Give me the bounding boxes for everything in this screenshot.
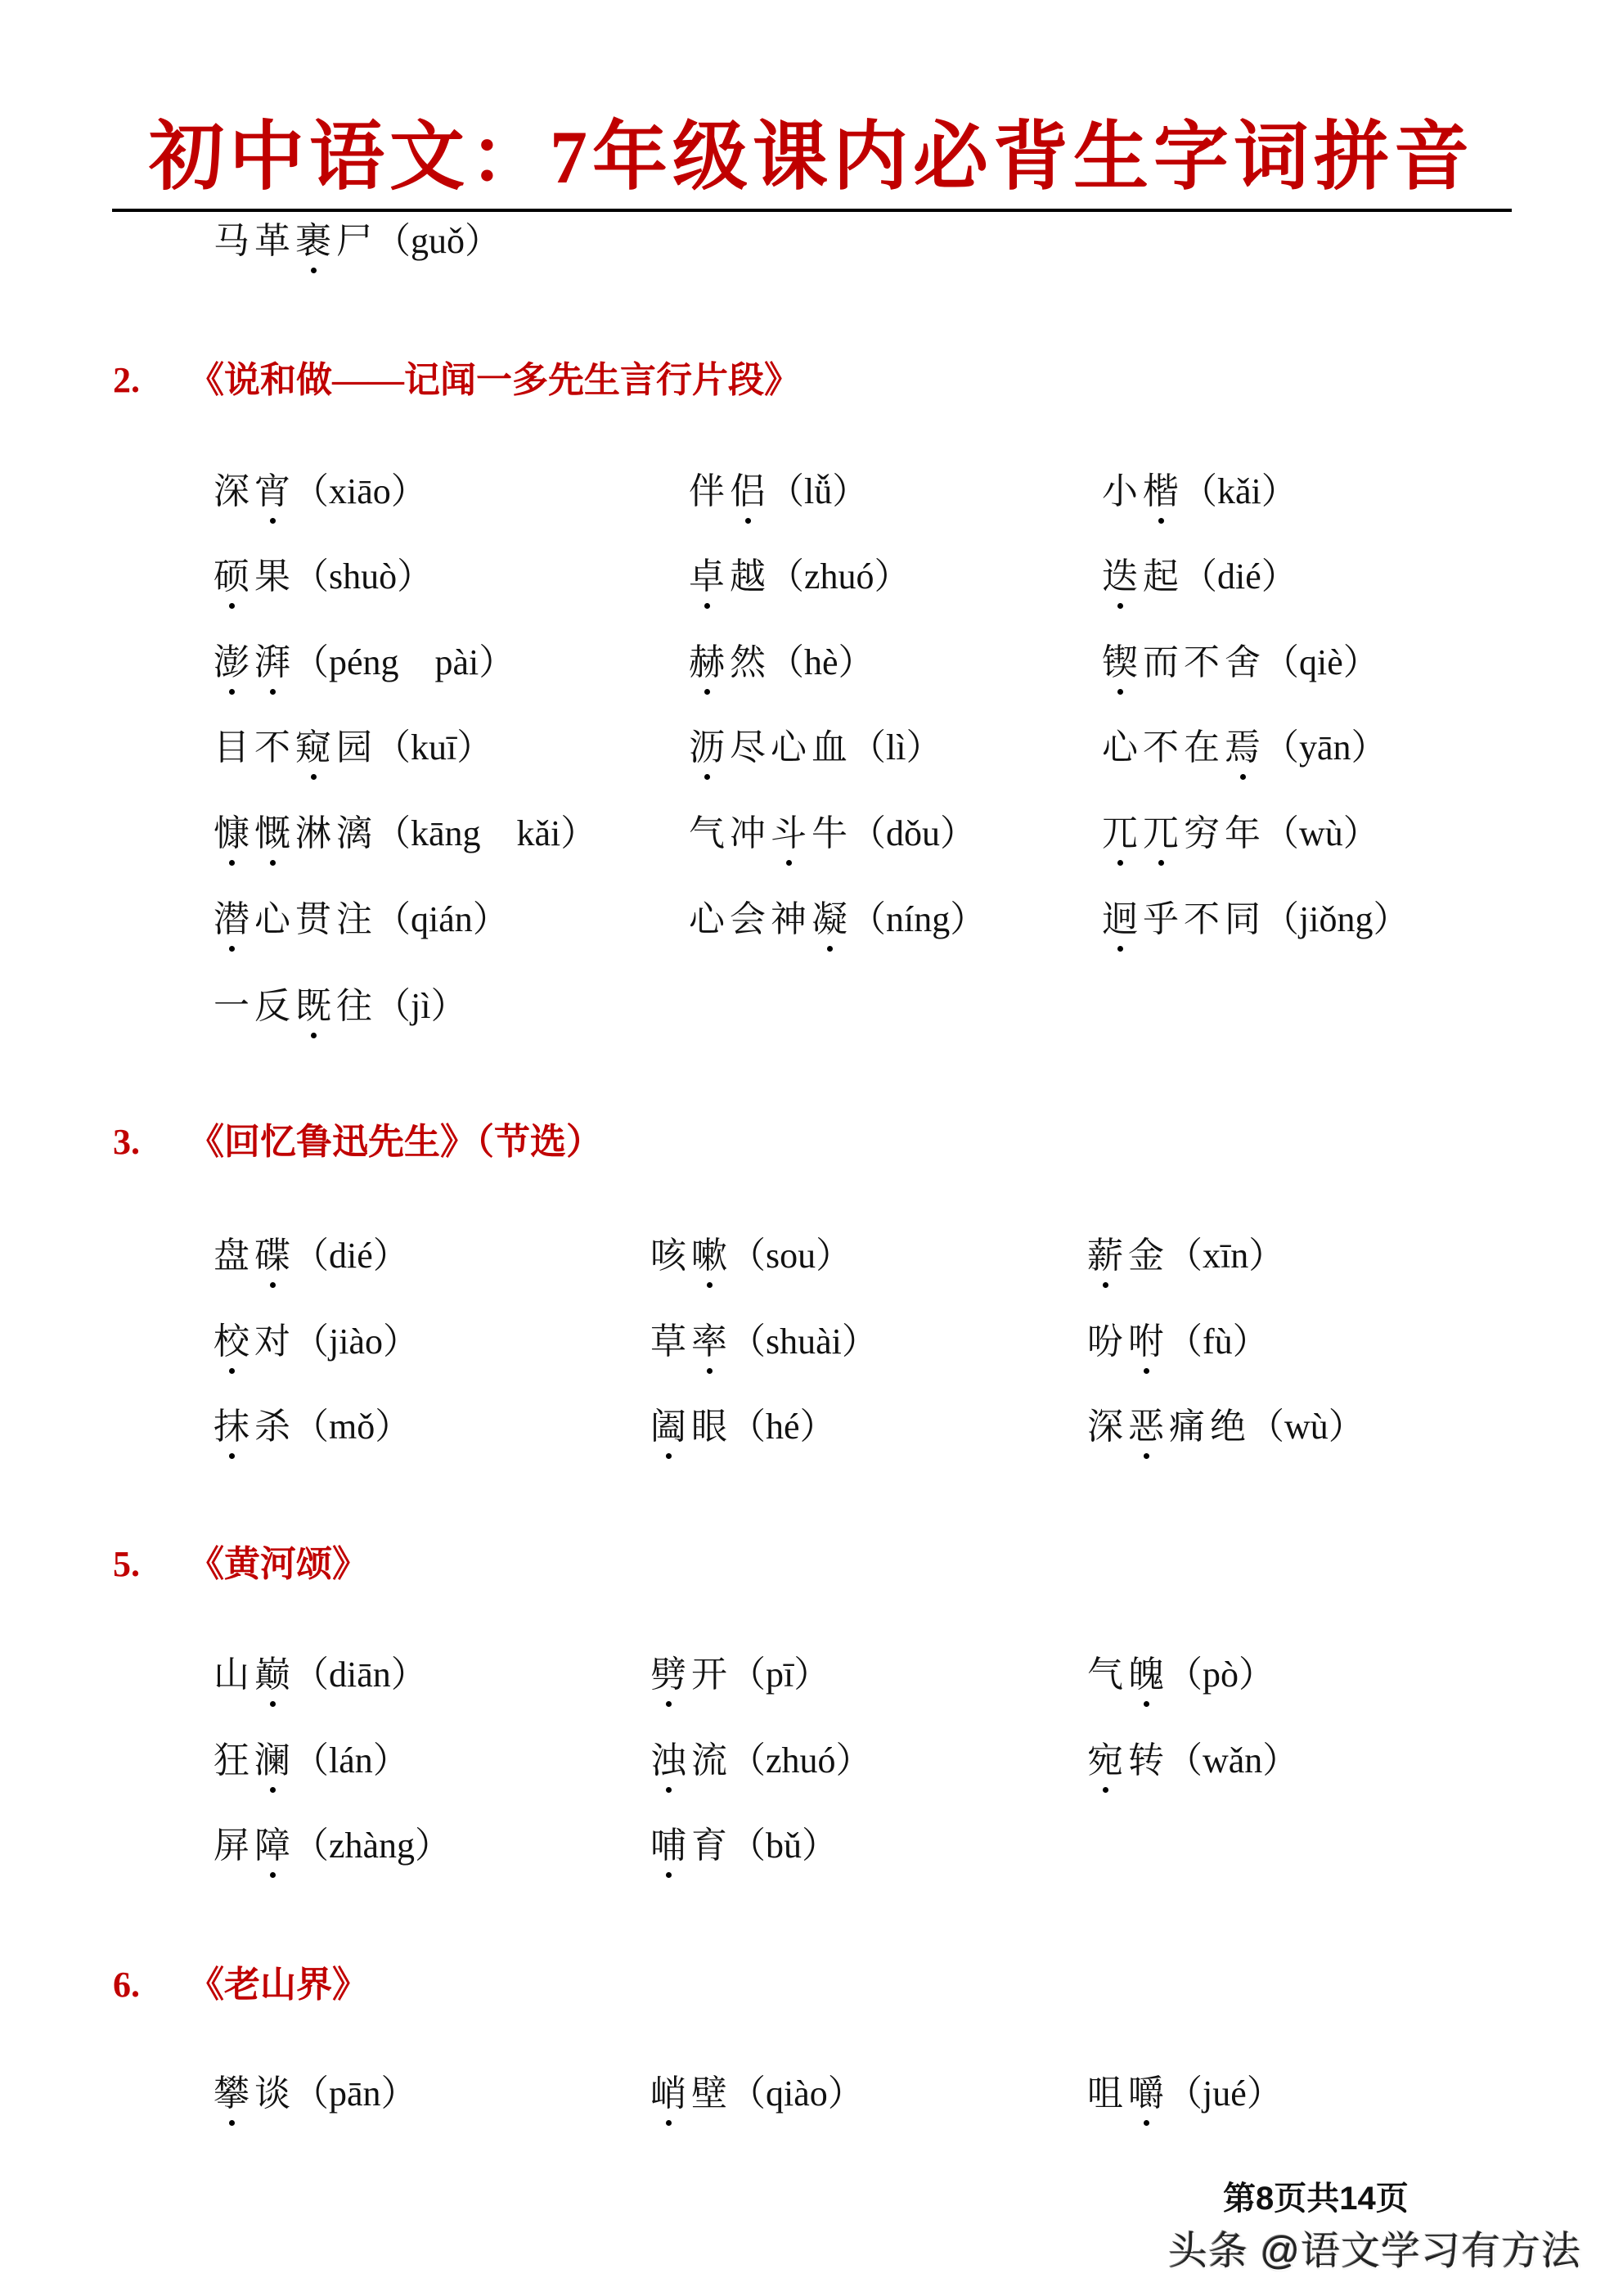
word-char: 贯 [295, 899, 331, 939]
word-char: 咀 [1087, 2073, 1123, 2114]
pinyin: （yān） [1263, 727, 1387, 768]
vocab-word [648, 1407, 730, 1447]
page-indicator: 第8页共14页 [1223, 2181, 1409, 2217]
pinyin: （pān） [293, 2073, 417, 2114]
pinyin: （zhuó） [730, 1740, 872, 1781]
vocab-entry [211, 899, 509, 940]
vocab-entry [648, 1654, 829, 1695]
pinyin: （fù） [1167, 1321, 1269, 1362]
word-char: 不 [1184, 642, 1220, 682]
section-number: 2. [113, 360, 140, 400]
vocab-word [1099, 471, 1181, 511]
vocab-entry [686, 727, 942, 768]
vocab-entry [648, 1826, 838, 1866]
emphasis-dot-char: 湃 [252, 642, 293, 683]
emphasis-dot-char: 恶 [1126, 1407, 1167, 1447]
vocab-entry [211, 1740, 409, 1781]
section-heading [113, 1965, 368, 2006]
vocab-entry [1099, 471, 1297, 512]
pinyin: （diān） [293, 1654, 427, 1695]
word-char: 舍 [1225, 642, 1261, 682]
word-char: 在 [1184, 727, 1220, 768]
word-char: 果 [254, 556, 290, 597]
vocab-word [211, 471, 293, 511]
vocab-word [211, 1826, 293, 1866]
vocab-word [211, 813, 375, 853]
section-heading [113, 1122, 602, 1163]
vocab-entry [648, 2073, 864, 2114]
emphasis-dot-char: 澜 [252, 1740, 293, 1781]
emphasis-dot-char: 宵 [252, 471, 293, 512]
emphasis-dot-char: 薪 [1085, 1236, 1126, 1276]
vocab-word [648, 2073, 730, 2114]
word-char: 眼 [691, 1407, 727, 1447]
word-char: 心 [254, 899, 290, 939]
emphasis-dot-char: 攀 [211, 2073, 252, 2114]
emphasis-dot-char: 裹 [293, 221, 334, 262]
emphasis-dot-char: 慷 [211, 813, 252, 854]
word-char: 尸 [336, 221, 372, 261]
emphasis-dot-char: 凝 [809, 899, 850, 940]
vocab-entry [211, 727, 492, 768]
word-char: 血 [812, 727, 847, 768]
emphasis-dot-char: 既 [293, 986, 334, 1027]
emphasis-dot-char: 巅 [252, 1654, 293, 1695]
vocab-word [211, 642, 293, 682]
vocab-word [211, 556, 293, 597]
vocab-word [648, 1654, 730, 1695]
word-char: 冲 [730, 813, 766, 853]
vocab-word [211, 1321, 293, 1362]
word-char: 狂 [214, 1740, 250, 1781]
vocab-word [211, 899, 375, 939]
word-char: 深 [1087, 1407, 1123, 1447]
vocab-word [686, 556, 768, 597]
vocab-entry [1085, 1654, 1275, 1695]
section-heading [113, 360, 800, 401]
pinyin: （pò） [1167, 1654, 1275, 1695]
vocab-entry [1099, 556, 1297, 597]
emphasis-dot-char: 侣 [727, 471, 768, 512]
word-char: 育 [691, 1826, 727, 1866]
word-char: 心 [1102, 727, 1138, 768]
word-char: 深 [214, 471, 250, 511]
word-char: 往 [336, 986, 372, 1026]
vocab-word [211, 1407, 293, 1447]
word-char: 穷 [1184, 813, 1220, 853]
watermark: 头条 @语文学习有方法 [1168, 2230, 1582, 2273]
vocab-entry [686, 642, 874, 683]
section-number: 6. [113, 1965, 140, 2005]
pinyin: （lán） [293, 1740, 409, 1781]
word-char: 会 [730, 899, 766, 939]
word-char: 痛 [1169, 1407, 1205, 1447]
word-char: 心 [771, 727, 807, 768]
vocab-word [648, 1236, 730, 1276]
vocab-word [686, 471, 768, 511]
word-char: 而 [1143, 642, 1179, 682]
vocab-word [686, 813, 850, 853]
emphasis-dot-char: 赫 [686, 642, 727, 683]
vocab-entry [211, 986, 466, 1027]
word-char: 园 [336, 727, 372, 768]
section-title: 《黄河颂》 [188, 1544, 368, 1584]
word-char: 目 [214, 727, 250, 768]
pinyin: （wù） [1248, 1407, 1364, 1447]
word-char: 同 [1225, 899, 1261, 939]
word-char: 心 [689, 899, 725, 939]
pinyin: （qiào） [730, 2073, 864, 2114]
word-char: 然 [730, 642, 766, 682]
emphasis-dot-char: 劈 [648, 1654, 689, 1695]
pinyin: （jué） [1167, 2073, 1283, 2114]
title-divider [112, 209, 1512, 212]
word-char: 年 [1225, 813, 1261, 853]
vocab-entry [648, 1236, 852, 1276]
emphasis-dot-char: 碟 [252, 1236, 293, 1276]
emphasis-dot-char: 迥 [1099, 899, 1140, 940]
vocab-word [686, 899, 850, 939]
vocab-word [1099, 556, 1181, 597]
emphasis-dot-char: 兀 [1099, 813, 1140, 854]
word-char: 反 [254, 986, 290, 1026]
word-char: 一 [214, 986, 250, 1026]
pinyin: （wù） [1263, 813, 1379, 853]
vocab-word [211, 727, 375, 768]
pinyin: （lì） [850, 727, 942, 768]
vocab-word [648, 1740, 730, 1781]
emphasis-dot-char: 障 [252, 1826, 293, 1866]
vocab-entry [686, 899, 986, 940]
vocab-word [211, 2073, 293, 2114]
word-char: 转 [1128, 1740, 1164, 1781]
vocab-word [686, 727, 850, 768]
vocab-entry [1099, 727, 1387, 768]
word-char: 金 [1128, 1236, 1164, 1276]
emphasis-dot-char: 嚼 [1126, 2073, 1167, 2114]
vocab-word [1099, 642, 1263, 682]
section-title: 《回忆鲁迅先生》（节选） [188, 1122, 602, 1162]
emphasis-dot-char: 楷 [1140, 471, 1181, 512]
vocab-word [1085, 1740, 1167, 1781]
vocab-entry [1085, 2073, 1283, 2114]
vocab-word [1099, 899, 1263, 939]
vocab-entry [1085, 1407, 1364, 1447]
pinyin: （kuī） [375, 727, 493, 768]
pinyin: （hé） [730, 1407, 836, 1447]
emphasis-dot-char: 硕 [211, 556, 252, 597]
pinyin: （wǎn） [1167, 1740, 1299, 1781]
word-char: 牛 [812, 813, 847, 853]
emphasis-dot-char: 宛 [1085, 1740, 1126, 1781]
vocab-entry [211, 1236, 409, 1276]
vocab-entry [648, 1740, 872, 1781]
emphasis-dot-char: 兀 [1140, 813, 1181, 854]
vocab-word [1099, 813, 1263, 853]
page-title: 初中语文：7年级课内必背生字词拼音 [148, 115, 1474, 199]
vocab-word [648, 1826, 730, 1866]
vocab-entry [211, 221, 501, 262]
vocab-entry [1099, 813, 1379, 854]
emphasis-dot-char: 慨 [252, 813, 293, 854]
emphasis-dot-char: 斗 [768, 813, 809, 854]
emphasis-dot-char: 澎 [211, 642, 252, 683]
emphasis-dot-char: 嗽 [689, 1236, 730, 1276]
word-char: 山 [214, 1654, 250, 1695]
emphasis-dot-char: 校 [211, 1321, 252, 1362]
pinyin: （lǚ） [768, 471, 869, 511]
vocab-entry [211, 556, 433, 597]
pinyin: （xiāo） [293, 471, 427, 511]
pinyin: （zhàng） [293, 1826, 452, 1866]
word-char: 不 [1143, 727, 1179, 768]
pinyin: （bǔ） [730, 1826, 838, 1866]
emphasis-dot-char: 哺 [648, 1826, 689, 1866]
section-heading [113, 1544, 368, 1585]
vocab-word [1085, 1321, 1167, 1362]
pinyin: （shuò） [293, 556, 434, 597]
vocab-entry [211, 2073, 417, 2114]
emphasis-dot-char: 迭 [1099, 556, 1140, 597]
emphasis-dot-char: 咐 [1126, 1321, 1167, 1362]
word-char: 不 [1184, 899, 1220, 939]
word-char: 不 [254, 727, 290, 768]
emphasis-dot-char: 锲 [1099, 642, 1140, 683]
vocab-word [211, 986, 375, 1026]
word-char: 气 [1087, 1654, 1123, 1695]
emphasis-dot-char: 窥 [293, 727, 334, 768]
vocab-entry [686, 813, 976, 854]
word-char: 杀 [254, 1407, 290, 1447]
word-char: 马 [214, 221, 250, 261]
word-char: 屏 [214, 1826, 250, 1866]
pinyin: （dié） [293, 1236, 409, 1276]
section-title: 《老山界》 [188, 1965, 368, 2005]
pinyin: （kāng kǎi） [375, 813, 597, 853]
vocab-word [211, 1236, 293, 1276]
vocab-entry [211, 1826, 451, 1866]
word-char: 开 [691, 1654, 727, 1695]
word-char: 小 [1102, 471, 1138, 511]
vocab-entry [211, 471, 427, 512]
vocab-word [211, 221, 375, 261]
pinyin: （qián） [375, 899, 509, 939]
vocab-entry [211, 813, 596, 854]
vocab-entry [211, 1321, 419, 1362]
word-char: 漓 [336, 813, 372, 853]
word-char: 对 [254, 1321, 290, 1362]
word-char: 盘 [214, 1236, 250, 1276]
pinyin: （kǎi） [1181, 471, 1297, 511]
emphasis-dot-char: 卓 [686, 556, 727, 597]
pinyin: （qiè） [1263, 642, 1379, 682]
emphasis-dot-char: 阖 [648, 1407, 689, 1447]
word-char: 流 [691, 1740, 727, 1781]
pinyin: （pī） [730, 1654, 830, 1695]
pinyin: （zhuó） [768, 556, 910, 597]
pinyin: （jì） [375, 986, 467, 1026]
vocab-word [1085, 1236, 1167, 1276]
vocab-entry [211, 642, 515, 683]
vocab-entry [648, 1407, 836, 1447]
pinyin: （péng pài） [293, 642, 515, 682]
vocab-word [211, 1654, 293, 1695]
section-number: 3. [113, 1122, 140, 1162]
emphasis-dot-char: 魄 [1126, 1654, 1167, 1695]
word-char: 注 [336, 899, 372, 939]
pinyin: （jiào） [293, 1321, 419, 1362]
pinyin: （hè） [768, 642, 874, 682]
word-char: 壁 [691, 2073, 727, 2114]
pinyin: （dié） [1181, 556, 1297, 597]
word-char: 淋 [295, 813, 331, 853]
word-char: 伴 [689, 471, 725, 511]
pinyin: （níng） [850, 899, 987, 939]
section-number: 5. [113, 1544, 140, 1584]
pinyin: （guǒ） [375, 221, 501, 261]
emphasis-dot-char: 浊 [648, 1740, 689, 1781]
vocab-entry [1085, 1740, 1298, 1781]
pinyin: （sou） [730, 1236, 852, 1276]
emphasis-dot-char: 沥 [686, 727, 727, 768]
section-title: 《说和做——记闻一多先生言行片段》 [188, 360, 800, 400]
vocab-entry [1085, 1321, 1269, 1362]
word-char: 尽 [730, 727, 766, 768]
pinyin: （xīn） [1167, 1236, 1285, 1276]
vocab-word [686, 642, 768, 682]
word-char: 吩 [1087, 1321, 1123, 1362]
vocab-entry [686, 471, 868, 512]
vocab-entry [1085, 1236, 1284, 1276]
vocab-entry [211, 1407, 411, 1447]
word-char: 气 [689, 813, 725, 853]
pinyin: （mǒ） [293, 1407, 411, 1447]
emphasis-dot-char: 焉 [1222, 727, 1263, 768]
vocab-entry [211, 1654, 427, 1695]
word-char: 乎 [1143, 899, 1179, 939]
vocab-word [211, 1740, 293, 1781]
word-char: 咳 [650, 1236, 686, 1276]
word-char: 神 [771, 899, 807, 939]
word-char: 草 [650, 1321, 686, 1362]
vocab-entry [686, 556, 910, 597]
emphasis-dot-char: 峭 [648, 2073, 689, 2114]
vocab-word [1085, 1654, 1167, 1695]
pinyin: （dǒu） [850, 813, 976, 853]
pinyin: （jiǒng） [1263, 899, 1409, 939]
vocab-entry [648, 1321, 878, 1362]
word-char: 起 [1143, 556, 1179, 597]
vocab-word [648, 1321, 730, 1362]
vocab-word [1085, 2073, 1167, 2114]
vocab-entry [1099, 642, 1379, 683]
word-char: 革 [254, 221, 290, 261]
word-char: 谈 [254, 2073, 290, 2114]
emphasis-dot-char: 潜 [211, 899, 252, 940]
vocab-entry [1099, 899, 1409, 940]
vocab-word [1085, 1407, 1248, 1447]
word-char: 绝 [1210, 1407, 1246, 1447]
emphasis-dot-char: 率 [689, 1321, 730, 1362]
word-char: 越 [730, 556, 766, 597]
emphasis-dot-char: 抹 [211, 1407, 252, 1447]
pinyin: （shuài） [730, 1321, 878, 1362]
vocab-word [1099, 727, 1263, 768]
